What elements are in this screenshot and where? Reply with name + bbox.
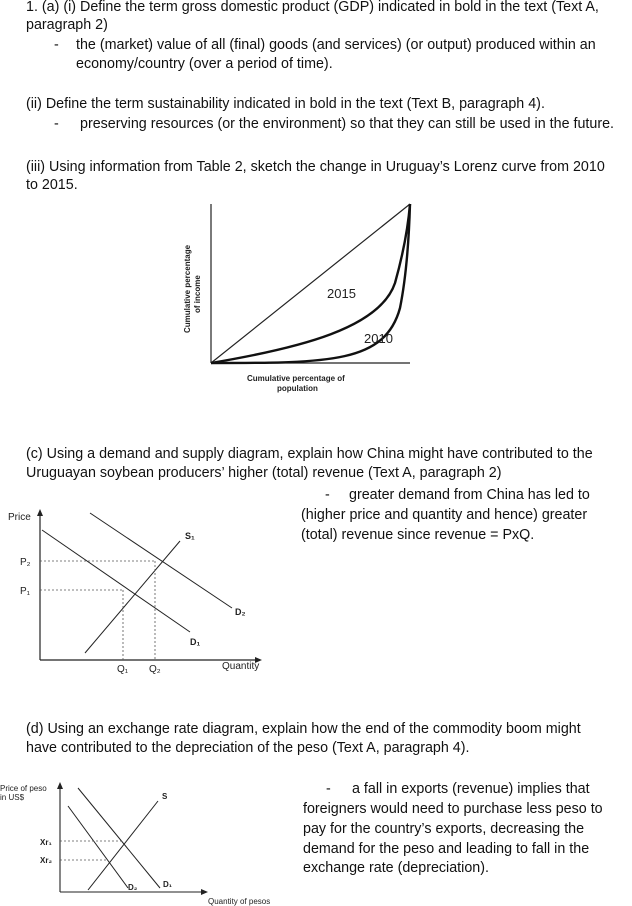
exchange-rate-diagram	[0, 778, 290, 906]
answer-c-line3: (total) revenue since revenue = PxQ.	[301, 527, 535, 543]
ds-y-axis-arrow	[37, 509, 43, 516]
demand-curve-d1	[78, 788, 160, 888]
ds-d2-label: D₂	[235, 607, 246, 617]
answer-d-line3: pay for the country’s exports, decreasing the	[303, 821, 585, 837]
question-c-line2: Uruguayan soybean producers’ higher (total) revenue (Text A, paragraph 2)	[26, 465, 502, 481]
fx-xr2-label: Xr₂	[40, 856, 53, 865]
fx-d2-label: D₂	[128, 883, 138, 892]
answer-c-line1: greater demand from China has led to	[349, 487, 590, 503]
answer-a-i	[54, 37, 596, 54]
answer-d	[326, 781, 590, 798]
question-c-line1: (c) Using a demand and supply diagram, explain how China might have contributed to the	[26, 446, 593, 462]
ds-s1-label: S₁	[185, 531, 195, 541]
ds-y-axis-label: Price	[8, 512, 31, 523]
answer-a-i-line1: the (market) value of all (final) goods (and services) (or output) produced within an	[76, 37, 596, 53]
answer-a-i-line2: economy/country (over a period of time).	[76, 56, 333, 72]
answer-a-ii-line1: preserving resources (or the environment) so that they can still be used in the future.	[80, 116, 615, 132]
demand-curve-d2	[68, 806, 128, 888]
answer-dash: -	[54, 116, 59, 132]
question-a-ii-line1: (ii) Define the term sustainability indicated in bold in the text (Text B, paragraph 4).	[26, 96, 545, 112]
fx-x-axis-arrow	[201, 889, 208, 895]
lorenz-y-label-line2: of income	[193, 275, 202, 313]
supply-curve-s1	[85, 541, 180, 653]
demand-curve-d2	[90, 513, 232, 608]
answer-dash: -	[54, 37, 59, 53]
supply-curve-s	[88, 801, 158, 890]
fx-y-axis-arrow	[57, 782, 63, 789]
question-d-line1: (d) Using an exchange rate diagram, explain how the end of the commodity boom might	[26, 721, 581, 737]
answer-c-line2: (higher price and quantity and hence) greater	[301, 507, 588, 523]
lorenz-y-label-line1: Cumulative percentage	[183, 244, 192, 333]
answer-d-line1: a fall in exports (revenue) implies that	[352, 781, 590, 797]
ds-d1-label: D₁	[190, 637, 201, 647]
answer-dash: -	[325, 487, 330, 503]
lorenz-x-label-line1: Cumulative percentage of	[247, 374, 345, 383]
answer-d-line4: demand for the peso and leading to fall in the	[303, 841, 590, 857]
answer-d-line2: foreigners would need to purchase less peso to	[303, 801, 603, 817]
ds-p1-label: P₁	[20, 586, 31, 597]
fx-x-axis-label: Quantity of pesos	[208, 897, 271, 906]
lorenz-curve-diagram	[180, 198, 420, 398]
answer-dash: -	[326, 781, 331, 797]
question-d-line2: have contributed to the depreciation of the peso (Text A, paragraph 4).	[26, 740, 470, 756]
fx-xr1-label: Xr₁	[40, 838, 52, 847]
ds-x-axis-label: Quantity	[222, 661, 260, 672]
answer-a-ii	[54, 116, 614, 133]
lorenz-x-label-line2: population	[277, 384, 318, 393]
fx-d1-label: D₁	[163, 880, 173, 889]
lorenz-label-2010: 2010	[364, 331, 393, 346]
lorenz-label-2015: 2015	[327, 286, 356, 301]
demand-supply-diagram	[0, 505, 290, 680]
question-a-i-line2: paragraph 2)	[26, 17, 108, 33]
answer-d-line5: exchange rate (depreciation).	[303, 860, 489, 876]
fx-y-axis-label-line2: in US$	[0, 793, 25, 802]
answer-c	[325, 487, 590, 504]
fx-s-label: S	[162, 792, 168, 801]
ds-q1-label: Q₁	[117, 664, 129, 675]
fx-y-axis-label-line1: Price of peso	[0, 784, 47, 793]
ds-p2-label: P₂	[20, 557, 31, 568]
ds-q2-label: Q₂	[149, 664, 161, 675]
question-a-iii-line1: (iii) Using information from Table 2, sketch the change in Uruguay’s Lorenz curve from 2010	[26, 159, 605, 175]
question-a-i-line1: 1. (a) (i) Define the term gross domestic product (GDP) indicated in bold in the text (Text A,	[26, 0, 599, 15]
question-a-iii-line2: to 2015.	[26, 177, 78, 193]
